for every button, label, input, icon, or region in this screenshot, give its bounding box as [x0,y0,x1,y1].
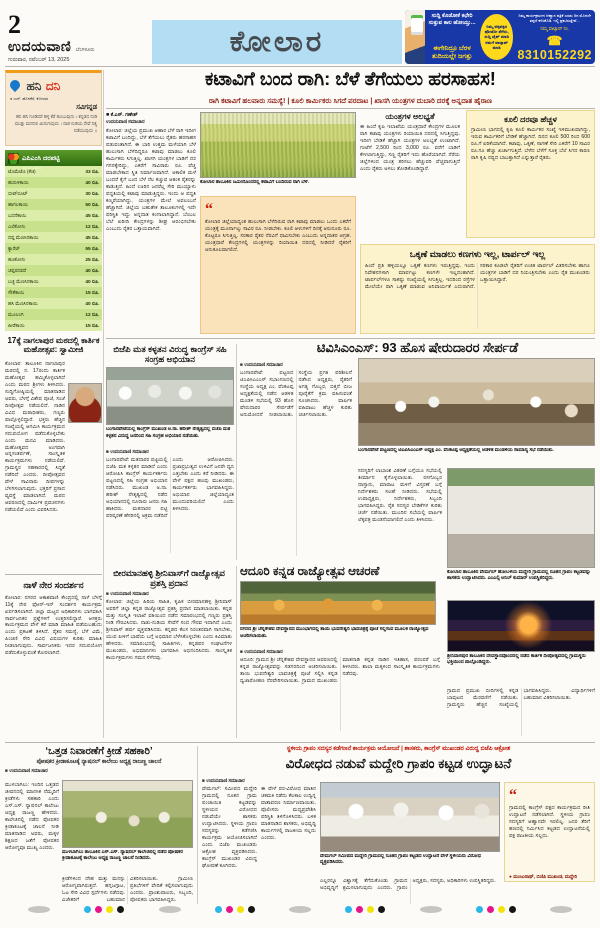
cmyk-dots [215,906,255,913]
tvcms-meeting-photo [358,358,595,446]
apmc-row: ಕ್ಯಾರೆಟ್ 55 ರೂ. [5,243,102,254]
tvcms-photo-caption: ಬಂಗಾರಪೇಟೆ ಪಟ್ಟಣದಲ್ಲಿ ಟಿಎಪಿಸಿಎಂಎಸ್ ಅಧ್ಯಕ್ಷ ಎಂ. ವೆಂಕಟಪ್ಪ ಅಧ್ಯಕ್ಷತೆಯಲ್ಲಿ ಆಡಳಿತ ಮಂಡಳಿಯ ಸಾಮಾನ್ಯ ಸಭೆ ನಡೆಯಿತು. [358,448,554,453]
article-body: ಕೋಲಾರ: ಜಿಲ್ಲೆಯ ಹಿರಿಯ ಸಾಹಿತಿ, ಕೃಷಿಕ ಬೀರಮಾನಹಳ್ಳಿ ಶ್ರೀನಿವಾಸ್ ಅವರಿಗೆ ಜಿಲ್ಲಾ ಕನ್ನಡ ರಾಜ್ಯೋತ್ಸವ ಪ್ರಶಸ್ತಿ ಪ್ರದಾನ ಮಾಡಲಾಯಿತು. ಕನ್ನಡ ಮತ್ತು ಸಂಸ್ಕೃತಿ ಇಲಾಖೆ ವತಿಯಿಂದ ನಡೆದ ಸಮಾರಂಭದಲ್ಲಿ ಗಣ್ಯರು ಪ್ರಶಸ್ತಿ ನೀಡಿ ಗೌರವಿಸಿದರು. ನಾಡು-ನುಡಿಯ ಸೇವೆಗೆ ಸಂದ ಗೌರವ ಇದಾಗಿದೆ ಎಂದು ಶ್ರೀನಿವಾಸ್ ಹರ್ಷ ವ್ಯಕ್ತಪಡಿಸಿದರು. ಕನ್ನಡದ ಕೆಲಸ ನಿರಂತರವಾಗಿ ಸಾಗಬೇಕು, ಯುವ ಪೀಳಿಗೆ ಭಾಷೆಯ ಬಗ್ಗೆ ಅಭಿಮಾನ ಬೆಳೆಸಿಕೊಳ್ಳಬೇಕು ಎಂದು ಕಿವಿಮಾತು ಹೇಳಿದರು. ಸಮಾರಂಭದಲ್ಲಿ ಸಾಹಿತಿಗಳು, ಕನ್ನಡಪರ ಸಂಘಟನೆಗಳ ಮುಖಂಡರು, ಅಭಿಮಾನಿಗಳು ಭಾಗವಹಿಸಿ ಅಭಿನಂದಿಸಿದರು. ಸಾಂಸ್ಕೃತಿಕ ಕಾರ್ಯಕ್ರಮಗಳು ಗಮನ ಸೆಳೆದವು. [106,599,232,662]
article-body: ಬಂಗಾರಪೇಟೆ: ಪಟ್ಟಣದ ಟಿಎಪಿಸಿಎಂಎಸ್ ಸಭಾಂಗಣದಲ್ಲಿ ಸಂಸ್ಥೆಯ ಅಧ್ಯಕ್ಷ ಎಂ. ವೆಂಕಟಪ್ಪ ಅಧ್ಯಕ್ಷತೆಯಲ್ಲಿ ನಡೆದ ಆಡಳಿತ ಮಂಡಳಿ ಸಭೆಯಲ್ಲಿ 93 ಹೊಸ ಷೇರುದಾರರ ಸೇರ್ಪಡೆಗೆ ಅನುಮೋದನೆ ನೀಡಲಾಯಿತು. ಸಂಸ್ಥೆಯ ಪ್ರಗತಿ ಪರಿಶೀಲನೆ ನಡೆಸಿದ ಅಧ್ಯಕ್ಷರು, ರೈತರಿಗೆ ಅಗತ್ಯ ಗೊಬ್ಬರ, ಬಿತ್ತನೆ ಬೀಜ ಪೂರೈಕೆಗೆ ಕ್ರಮ ವಹಿಸುವಂತೆ ಸೂಚಿಸಿದರು. ವಾರ್ಷಿಕ ವಹಿವಾಟು ಹೆಚ್ಚಳ ಕುರಿತು ಚರ್ಚಿಸಲಾಯಿತು. [240,370,352,418]
aduri-body-continued: ಗ್ರಾಮದ ಪ್ರಮುಖ ಬೀದಿಗಳಲ್ಲಿ ಕನ್ನಡ ಬಾವುಟದ ಮೆರವಣಿಗೆ ನಡೆಯಿತು. ಗ್ರಾಮಸ್ಥರು ಹೆಚ್ಚಿನ ಸಂಖ್ಯೆಯಲ್ಲಿ ಭಾಗವಹಿಸಿದ್ದರು. ವಿದ್ಯಾರ್ಥಿಗಳಿಗೆ ಬಹುಮಾನ ವಿತರಿಸಲಾಯಿತು. [447,688,595,708]
page-number-value: 2 [8,10,21,39]
print-registration-marks [0,906,600,913]
main-body: ಕೋಲಾರ: ಜಿಲ್ಲೆಯ ಪ್ರಮುಖ ಆಹಾರ ಬೆಳೆ ರಾಗಿ ಇದೀಗ ಕಟಾವಿಗೆ ಬಂದಿದ್ದು, ಬೆಳೆ ತೆಗೆಯಲು ರೈತರು ಹರಸಾಹಸ ಪಡುವಂತಾಗಿದೆ. ಈ ಬಾರಿ ಉತ್ತಮ ಮಳೆಯಾಗಿ ಬೆಳೆ ಹುಲುಸಾಗಿ ಬೆಳೆದಿದ್ದರೂ ಕಟಾವು ಮಾಡಲು ಕೂಲಿ ಕಾರ್ಮಿಕರು ಸಿಗುತ್ತಿಲ್ಲ. ಖಾಸಗಿ ಯಂತ್ರಗಳ ಬಾಡಿಗೆ ದರ ಗಗನಕ್ಕೇರಿದ್ದು, ಎಕರೆಗೆ ಸಾವಿರಾರು ರೂ. ವೆಚ್ಚ ಮಾಡಬೇಕಾದ ಸ್ಥಿತಿ ನಿರ್ಮಾಣವಾಗಿದೆ. ಅಕಾಲಿಕ ಮಳೆ ಬಂದರೆ ಕೈಗೆ ಬಂದ ಬೆಳೆ ನೆಲ ಕಚ್ಚುವ ಆತಂಕ ರೈತರನ್ನು ಕಾಡುತ್ತಿದೆ. ಹಿಂದೆ ಊರಿನ ಜನರೆಲ್ಲ ಸೇರಿ ಮುಯ್ಯಾಳು ಪದ್ಧತಿಯಲ್ಲಿ ಕಟಾವು ಮಾಡುತ್ತಿದ್ದರು. ಇಂದು ಆ ಪದ್ಧತಿ ಕಣ್ಮರೆಯಾಗಿದ್ದು, ಯಂತ್ರಗಳ ಮೇಲೆ ಅವಲಂಬನೆ ಹೆಚ್ಚಾಗಿದೆ. ಜಿಲ್ಲೆಯ ಬಹುತೇಕ ತಾಲೂಕುಗಳಲ್ಲಿ ಇದೇ ಪರಿಸ್ಥಿತಿ ಇದ್ದು ಅನ್ನದಾತ ಕಂಗಾಲಾಗಿದ್ದಾನೆ. ಬೆಂಬಲ ಬೆಲೆ ಖರೀದಿ ಕೇಂದ್ರಗಳನ್ನು ಶೀಘ್ರ ಆರಂಭಿಸಬೇಕು ಎಂಬುದು ರೈತರ ಒತ್ತಾಯವಾಗಿದೆ. [106,128,196,232]
hani-dani-box [5,70,102,146]
savigannada-poem: ಹನಿ ಹನಿ ಗೂಡಿದರೆ ಹಳ್ಳ ಕೆರೆ ತುಂಬುವುದು । ಕನ್ನಡದ ನುಡಿ ಮುತ್ತು ಮನದಲಿ ಮಿನುಗುವುದು । ನಾಡ ನುಡಿಯ ಸೇವೆ ನಿತ್ಯ ನಡೆಯುವುದು ॥ [15,114,97,133]
apmc-table-header [5,150,102,170]
apmc-row: ಮೂಲಂಗಿ 12 ರೂ. [5,309,102,320]
article-headline: 17ಕ್ಕೆ ನಾಗಲಾಪುರ ಮಠದಲ್ಲಿ ಕಾರ್ತಿಕ ಮಹೋತ್ಸವ: ಸ್ವಾಮೀಜಿ [7,336,100,355]
article-agency: ■ ಉದಯವಾಣಿ ಸಮಾಚಾರ [5,768,48,774]
registration-ellipse [289,906,311,913]
apmc-title: ಎಪಿಎಂಸಿ ದರಪಟ್ಟಿ [22,154,60,162]
maddheri-photo-caption: ವೇಮಗಲ್ ಸಮೀಪದ ಮದ್ದೇರಿ ಗ್ರಾಮದಲ್ಲಿ ನೂತನ ಗ್ರಾಪಂ ಕಟ್ಟಡದ ಉದ್ಘಾಟನೆ ವೇಳೆ ಸ್ಥಳೀಯರು ವಿರೋಧ ವ್ಯಕ್ತಪಡಿಸಿದರು. [320,854,481,866]
vegetables-icon [8,153,19,164]
apmc-row: ಹುರುಳಿಕಾಯಿ 40 ರೂ. [5,177,102,188]
ad-line-2: ಈಗೇನಿದ್ರೂ ಬೆರಳ ತುದಿಯಲ್ಲೇ ಜಗತ್ತು [432,45,473,61]
apmc-row: ಹೂಕೋಸು 25 ರೂ. [5,254,102,265]
hani-dani-title-2: ದನಿ [45,79,61,93]
registration-ellipse [159,906,181,913]
hani-dani-title-1: ಹನಿ [26,79,42,93]
apmc-rows [5,166,102,331]
article-agency: ■ ಉದಯವಾಣಿ ಸಮಾಚಾರ [240,363,283,368]
farmer-quote-text: ಕೋಲಾರ ಜಿಲ್ಲೆಯಾದ್ಯಂತ ಹುಲುಸಾಗಿ ಬೆಳೆದಿರುವ ರಾಗಿ ಕಟಾವು ಮಾಡಲು ಒಂದು ಎಕರೆಗೆ ಯಂತ್ರಕ್ಕೆ ಮೂರ್ನಾಲ್ಕು ಸಾವಿರ ರೂ. ನೀಡಬೇಕು. ಕೂಲಿ ಆಳುಗಳಿಗೆ ದಿನಕ್ಕೆ ಆರುನೂರು ರೂ. ಕೊಟ್ಟರೂ ಸಿಗುತ್ತಿಲ್ಲ. ಸರಕಾರ ರೈತರ ನೆರವಿಗೆ ಧಾವಿಸಬೇಕು ಎಂಬುದು ಅನ್ನದಾತರ ಆಗ್ರಹ. ಯಂತ್ರಧಾರೆ ಕೇಂದ್ರಗಳಲ್ಲಿ ಯಂತ್ರಗಳನ್ನು ರಿಯಾಯಿತಿ ದರದಲ್ಲಿ ನೀಡಿದರೆ ರೈತರಿಗೆ ಅನುಕೂಲವಾಗಲಿದೆ. [205,219,351,253]
ad-phone-number: ☎ 8310152292 [517,34,592,62]
farmer-quote-box [200,196,356,334]
article-body: ಕೋಲಾರ: ನಗರದ ಆಕಾಶವಾಣಿ ಕೇಂದ್ರದಲ್ಲಿ ನಾಳೆ ಬೆಳಗ್ಗೆ 11ಕ್ಕೆ ನೇರ ಫೋನ್-ಇನ್ ಸಂದರ್ಶನ ಕಾರ್ಯಕ್ರಮ ಏರ್ಪಡಿಸಲಾಗಿದೆ. ಜಿಲ್ಲಾ ಮಟ್ಟದ ಅಧಿಕಾರಿಗಳು ಭಾಗವಹಿಸಿ ಸಾರ್ವಜನಿಕರ ಪ್ರಶ್ನೆಗಳಿಗೆ ಉತ್ತರಿಸಲಿದ್ದಾರೆ. ಆಸಕ್ತರು ಕಾರ್ಯಕ್ರಮದ ವೇಳೆ ಕರೆ ಮಾಡಿ ಮಾಹಿತಿ ಪಡೆಯಬಹುದು ಎಂದು ಪ್ರಕಟಣೆ ತಿಳಿಸಿದೆ. ರೈತರ ಸಮಸ್ಯೆ, ಬೆಳೆ ವಿಮೆ, ಪಿಂಚಣಿ ಸೇರಿ ವಿವಿಧ ವಿಷಯಗಳ ಕುರಿತು ಮಾಹಿತಿ ನೀಡಲಾಗುವುದು. ಸಾರ್ವಜನಿಕರು ಇದರ ಸದುಪಯೋಗ ಪಡೆದುಕೊಳ್ಳುವಂತೆ ಕೋರಲಾಗಿದೆ. [5,594,102,657]
article-agency: ■ ಉದಯವಾಣಿ ಸಮಾಚಾರ [106,450,149,456]
article-karthika-mahotsava [5,336,102,569]
tvcms-body-continued: ಸದಸ್ಯರಿಗೆ ಲಾಭಾಂಶ ವಿತರಣೆ ಬಗ್ಗೆಯೂ ಸಭೆಯಲ್ಲಿ ತೀರ್ಮಾನ ಕೈಗೊಳ್ಳಲಾಯಿತು. ರಸಗೊಬ್ಬರ ದಾಸ್ತಾನು, ಮಾರಾಟ ಮಳಿಗೆ ವಿಸ್ತರಣೆ ಬಗ್ಗೆ ನಿರ್ದೇಶಕರು ಸಲಹೆ ನೀಡಿದರು. ಸಭೆಯಲ್ಲಿ ಉಪಾಧ್ಯಕ್ಷರು, ನಿರ್ದೇಶಕರು, ಸಿಬ್ಬಂದಿ ಭಾಗವಹಿಸಿದ್ದರು. ರೈತ ಸದಸ್ಯರ ಬೇಡಿಕೆಗಳ ಕುರಿತು ಚರ್ಚೆ ನಡೆಯಿತು. ಮುಂದಿನ ಸಭೆಯಲ್ಲಿ ವಾರ್ಷಿಕ ಲೆಕ್ಕಪತ್ರ ಮಂಡನೆಯಾಗಲಿದೆ ಎಂದು ತಿಳಿಸಿದರು. [358,468,442,523]
apmc-row: ಹಾಗಲಕಾಯಿ 50 ರೂ. [5,199,102,210]
water-drop-icon [8,78,22,92]
sidebar-divider [5,574,102,575]
apmc-row: ಟೊಮೆಟೊ (ಕೆಜಿ) 33 ರೂ. [5,166,102,177]
article-headline: ಆದೂರಿ ಕನ್ನಡ ರಾಜ್ಯೋತ್ಸವ ಆಚರಣೆ [240,564,380,578]
cmyk-dots [476,906,516,913]
page-number [8,12,21,38]
column-rule [197,746,198,904]
hand-phone-icon [405,10,425,64]
aduri-celebration-photo [240,581,436,625]
sub1-body: ಈ ಹಿಂದೆ ಕೃಷಿ ಇಲಾಖೆಯ ಯಂತ್ರಧಾರೆ ಕೇಂದ್ರಗಳ ಮೂಲಕ ರಾಗಿ ಕಟಾವು ಯಂತ್ರಗಳು ರಿಯಾಯಿತಿ ದರದಲ್ಲಿ ಸಿಗುತ್ತಿದ್ದವು. ಇದೀಗ ಬೇಡಿಕೆ ಹೆಚ್ಚಾಗಿ ಯಂತ್ರಗಳ ಅಲಭ್ಯತೆ ಉಂಟಾಗಿದೆ. ಗಂಟೆಗೆ 2,500 ರಿಂದ 3,000 ರೂ. ವರೆಗೆ ಬಾಡಿಗೆ ಕೇಳಲಾಗುತ್ತಿದ್ದು, ಸಣ್ಣ ರೈತರಿಗೆ ಇದು ಹೊರೆಯಾಗಿದೆ. ನೆರೆಯ ಜಿಲ್ಲೆಗಳಿಂದ ಯಂತ್ರ ತರಿಸಲು ಹೆಚ್ಚುವರಿ ವೆಚ್ಚವಾಗುತ್ತಿದೆ ಎಂದು ರೈತರು ಅಳಲು ತೋಡಿಕೊಂಡಿದ್ದಾರೆ. [360,124,460,173]
grapanchayat-inauguration-photo [447,468,595,568]
section-divider [106,338,595,339]
apmc-row: ಚಪ್ಪರದವರೆ 40 ರೂ. [5,265,102,276]
apmc-row: ಬೀಟ್‌ರೂಟ್ 30 ರೂ. [5,188,102,199]
cmyk-dots [345,906,385,913]
ad-circle-note: ನಿಮ್ಮ ಅಕ್ಕಪಕ್ಕದ ಫೋಟೋ ತೆಗೆದು, ಸುದ್ದಿ ಟೈಪ್ ಮಾಡಿ ನಮಗೆ ವಾಟ್ಸಾಪ್ ಮಾಡಿ [480,14,514,60]
congress-campaign-photo [106,367,234,425]
subhead-divider [106,108,595,109]
apmc-row: ಎಲೆಕೋಸು 12 ರೂ. [5,221,102,232]
article-sports-meet [5,746,193,774]
savigannada-label: ಸವಿಗನ್ನಡ [76,104,97,111]
hani-dani-byline: ● ಎಚ್. ಹೊನಕೆರೆ, ಕೋಲಾರ [10,96,49,101]
main-story-column-1 [106,112,196,328]
apmc-row: ಬದನೆಕಾಯಿ 45 ರೂ. [5,210,102,221]
article-rajyotsava-award [106,568,232,727]
article-headline: ‘ಒತ್ತಡ ನಿವಾರಣೆಗೆ ಕ್ರೀಡೆ ಸಹಕಾರಿ’ [45,746,153,757]
ad-whatsapp-label: ನಮ್ಮ ವಾಟ್ಸಾಪ್ ನಂ. [540,25,570,31]
sports-body-left: ಮುಳಬಾಗಿಲು: ಇಂದಿನ ಒತ್ತಡದ ಜೀವನದಲ್ಲಿ ಮಾನಸಿಕ ನೆಮ್ಮದಿಗೆ ಕ್ರೀಡೆಗಳು ಸಹಕಾರಿ ಎಂದು ಎಸ್.ಎಸ್. ನ್ಯಾಷನಲ್ ಕಾಲೇಜು ಅಧ್ಯಕ್ಷ ರಾಜಣ್ಣ ಹೇಳಿದರು. ಕಾಲೇಜಿನಲ್ಲಿ ನಡೆದ ಪೋಷಕರ ಕ್ರೀಡಾಕೂಟಕ್ಕೆ ಚಾಲನೆ ನೀಡಿ ಮಾತನಾಡಿದ ಅವರು, ಮಕ್ಕಳ ಶಿಕ್ಷಣದ ಜತೆಗೆ ಪೋಷಕರ ಆರೋಗ್ಯವೂ ಮುಖ್ಯ ಎಂದರು. [5,782,59,851]
registration-ellipse [550,906,572,913]
maddheri-kicker: ಸ್ಥಳೀಯ ಗ್ರಾಪಂ ಸದಸ್ಯರ ಕಡೆಗಣನೆ ಕಾರ್ಯಕ್ರಮ ಆಯೋಜನೆ | ಶಾಸಕರು, ಕಾಂಗ್ರೆಸ್ ಮುಖಂಡರ ವಿರುದ್ಧ ಬಿಜೆಪಿ ಆಕ್ರೋಶ [286,746,511,752]
main-story-sub1 [360,112,460,234]
ragi-field-photo [200,112,356,178]
article-agency: ■ ಉದಯವಾಣಿ ಸಮಾಚಾರ [106,592,149,598]
apmc-row: ಸೌತೆಕಾಯಿ 15 ರೂ. [5,287,102,298]
sub3-headline: ಒಕ್ಕಣೆ ಮಾಡಲು ಕಣಗಳು ಇಲ್ಲ, ಟಾರ್ಪಲ್ ಇಲ್ಲ [409,249,546,259]
sports-body-continued: ಕ್ರೀಡೆಗಳಿಂದ ದೇಹ ಮತ್ತು ಮನಸ್ಸು ಆರೋಗ್ಯವಾಗಿರುತ್ತದೆ. ಹಗ್ಗಜಗ್ಗಾಟ, ಓಟ ಸೇರಿ ವಿವಿಧ ಸ್ಪರ್ಧೆಗಳು ನಡೆದವು. ವಿಜೇತರಿಗೆ ಬಹುಮಾನ ವಿತರಿಸಲಾಯಿತು. ಗ್ರಾಮೀಣ ಪ್ರತಿಭೆಗಳಿಗೆ ವೇದಿಕೆ ಕಲ್ಪಿಸಲಾಗುವುದು ಎಂದರು. ಪ್ರಾಂಶುಪಾಲರು, ಸಿಬ್ಬಂದಿ, ಪೋಷಕರು ಭಾಗವಹಿಸಿದ್ದರು. [62,876,193,903]
tvcms-body-left [240,362,352,556]
edition-date: ಗುರುವಾರ, ನವೆಂಬರ್ 13, 2025 [8,57,70,63]
article-headline: ನಾಳೆ ನೇರ ಸಂದರ್ಶನ [23,580,84,590]
bjp-quote-text: ಗ್ರಾಮದಲ್ಲಿ ಕಾಂಗ್ರೆಸ್ ಪಕ್ಷದ ಕಾರ್ಯಕ್ರಮದ ರೀತಿ ಉದ್ಘಾಟನೆ ನಡೆಸಲಾಗಿದೆ. ಸ್ಥಳೀಯ ಗ್ರಾಪಂ ಸದಸ್ಯರಿಗೆ ಆಹ್ವಾನವೇ ಇರಲಿಲ್ಲ. ಜನರ ತೆರಿಗೆ ಹಣದಲ್ಲಿ ನಿರ್ಮಿಸಿದ ಕಟ್ಟಡದ ಉದ್ಘಾಟನೆಯಲ್ಲಿ ಪಕ್ಷ ರಾಜಕೀಯ ಸಲ್ಲದು. [509,805,590,839]
article-headline: ಬೀರಮಾನಹಳ್ಳಿ ಶ್ರೀನಿವಾಸ್‌ಗೆ ರಾಜ್ಯೋತ್ಸವ ಪ್ರಶಸ್ತಿ ಪ್ರದಾನ [113,568,225,589]
masthead [152,20,402,64]
ragi-field-caption: ಕೋಲಾರ ತಾಲೂಕಿನ ಜಮೀನೊಂದರಲ್ಲಿ ಕಟಾವಿಗೆ ಬಂದಿರುವ ರಾಗಿ ಬೆಳೆ. [200,180,309,185]
ad-text-block [425,10,479,64]
aduri-photo-caption: ನಗರದ ಶ್ರೀ ಚೆನ್ನಕೇಶವ ದೇವಸ್ಥಾನದ ಮುಂಭಾಗದಲ್ಲಿ ತಾಯಿ ಭುವನೇಶ್ವರಿ ಭಾವಚಿತ್ರಕ್ಕೆ ಪೂಜೆ ಸಲ್ಲಿಸುವ ಮೂಲಕ ರಾಜ್ಯೋತ್ಸವ ಆಚರಿಸಲಾಯಿತು. [240,627,429,639]
maddheri-body-col2: ಈ ವೇಳೆ ಪರ-ವಿರೋಧ ಮಾತಿನ ಚಕಮಕಿ ನಡೆದು ಕೆಲಕಾಲ ಉದ್ವಿಗ್ನ ವಾತಾವರಣ ನಿರ್ಮಾಣವಾಯಿತು. ಪೊಲೀಸರು ಮಧ್ಯಪ್ರವೇಶಿಸಿ ಪರಿಸ್ಥಿತಿ ತಿಳಿಗೊಳಿಸಿದರು. ಬಳಿಕ ಮಾತನಾಡಿದ ಶಾಸಕರು, ಅಭಿವೃದ್ಧಿ ಕಾರ್ಯಗಳಲ್ಲಿ ರಾಜಕೀಯ ಸಲ್ಲದು ಎಂದರು. [261,786,316,841]
ad-line-1: ಸುದ್ದಿ ಕೊಡೋಕೆ ಕಛೇರಿ ಸುತ್ತುವ ಕಾಲ ಹೋಯ್ತು... [428,13,476,26]
maddheri-body-col1: ವೇಮಗಲ್: ಸಮೀಪದ ಮದ್ದೇರಿ ಗ್ರಾಮದಲ್ಲಿ ನೂತನ ಗ್ರಾಮ ಪಂಚಾಯಿತಿ ಕಟ್ಟಡವನ್ನು ಸ್ಥಳೀಯರ ವಿರೋಧದ ನಡುವೆಯೇ ಶಾಸಕರು ಉದ್ಘಾಟಿಸಿದರು. ಸ್ಥಳೀಯ ಗ್ರಾಪಂ ಸದಸ್ಯರನ್ನು ಕಡೆಗಣಿಸಿ ಕಾರ್ಯಕ್ರಮ ಆಯೋಜಿಸಲಾಗಿದೆ ಎಂದು ಬಿಜೆಪಿ ಮುಖಂಡರು ಆಕ್ರೋಶ ವ್ಯಕ್ತಪಡಿಸಿದರು. ಕಾಂಗ್ರೆಸ್ ಮುಖಂಡರ ವಿರುದ್ಧ ಘೋಷಣೆ ಕೂಗಿದರು. [202,786,257,869]
bjp-leader-quote-box [504,782,595,882]
article-subhead: ಪೋಷಕರ ಕ್ರೀಡಾಕೂಟಕ್ಕೆ ನ್ಯಾಷನಲ್ ಕಾಲೇಜು ಅಧ್ಯಕ್ಷ ರಾಜಣ್ಣ ಚಾಲನೆ [36,758,162,765]
article-agency: ■ ಉದಯವಾಣಿ ಸಮಾಚಾರ [202,779,245,784]
registration-ellipse [28,906,50,913]
grapanchayat-photo-caption: ಕೋಲಾರ ತಾಲೂಕಿನ ವೇಮಗಲ್ ಹೋಬಳಿಯ ಮದ್ದೇರಿ ಗ್ರಾಮದಲ್ಲಿ ನೂತನ ಗ್ರಾಪಂ ಕಟ್ಟಡವನ್ನು ಶಾಸಕರು ಉದ್ಘಾಟಿಸಿದರು. ಎಂಎಲ್ಸಿ ಅನಿಲ್ ಕುಮಾರ್ ಉಪಸ್ಥಿತರಿದ್ದರು. [447,570,591,582]
sub2-headline: ಕೂಲಿ ದರವೂ ಹೆಚ್ಚಳ [504,115,557,124]
apmc-price-table [5,150,102,331]
threshing-yard-box [360,244,595,334]
apmc-row: ಹೀರೆಕಾಯಿ 15 ರೂ. [5,320,102,331]
bjp-quote-attribution: ● ಮಂಜುನಾಥ್, ಬಿಜೆಪಿ ಮುಖಂಡ, ಮದ್ದೇರಿ [509,875,578,880]
article-agency: ■ ಉದಯವಾಣಿ ಸಮಾಚಾರ [240,650,283,656]
article-aduri-rajyotsava [240,564,440,731]
whatsapp-ad-banner [405,10,595,64]
brand-title: ಉದಯವಾಣಿ [8,38,72,54]
maddheri-crowd-photo [320,782,500,852]
phone-icon: ☎ [546,34,563,48]
apmc-row: ಬಜ್ಜಿ ಮೆಣಸಿನಕಾಯಿ 40 ರೂ. [5,276,102,287]
brand-city: ಬೆಂಗಳೂರು [75,47,95,53]
masthead-title: ಕೋಲಾರ [229,25,325,58]
swamiji-portrait-photo [68,383,102,423]
deepotsava-photo-caption: ಶ್ರೀನಿವಾಸಪುರ ತಾಲೂಕಿನ ದೇವಸ್ಥಾನವೊಂದರಲ್ಲಿ ನಡೆದ ಕಾರ್ತಿಕ ದೀಪೋತ್ಸವದಲ್ಲಿ ಗ್ರಾಮಸ್ಥರು ಭಕ್ತಿಯಿಂದ ಪಾಲ್ಗೊಂಡಿದ್ದರು. [447,654,586,666]
apmc-row: ಹಸಿ ಮೆಣಸಿನಕಾಯಿ 40 ರೂ. [5,298,102,309]
main-agency: ಉದಯವಾಣಿ ಸಮಾಚಾರ [106,120,145,125]
header-divider [5,66,595,67]
column-rule [236,344,237,560]
quote-mark-icon: “ [205,201,213,218]
article-headline: ಟಿವಿಸಿಎಂಎಸ್: 93 ಹೊಸ ಷೇರುದಾರರ ಸೇರ್ಪಡೆ [316,340,519,355]
article-headline: ಬಿಜೆಪಿ ಮತ ಕಳ್ಳತನ ವಿರುದ್ಧ ಕಾಂಗ್ರೆಸ್ ಸಹಿ ಸಂಗ್ರಹ ಅಭಿಯಾನ [113,344,227,365]
sub2-body: ಗ್ರಾಮೀಣ ಭಾಗದಲ್ಲಿ ಕೃಷಿ ಕೂಲಿ ಕಾರ್ಮಿಕರ ಸಂಖ್ಯೆ ಇಳಿಮುಖವಾಗಿದ್ದು, ಇರುವ ಕಾರ್ಮಿಕರಿಗೆ ಬೇಡಿಕೆ ಹೆಚ್ಚಾಗಿದೆ. ದಿನದ ಕೂಲಿ 500 ರಿಂದ 600 ರೂ.ಗೆ ಏರಿಕೆಯಾಗಿದೆ. ಕಟಾವು, ಒಕ್ಕಣೆ, ಸಾಗಣೆ ಸೇರಿ ಎಕರೆಗೆ 10 ಸಾವಿರ ರೂ.ಗೂ ಹೆಚ್ಚು ಖರ್ಚಾಗುತ್ತಿದೆ. ಬೆಳೆದ ಬೆಳೆಗೆ ಸೂಕ್ತ ಬೆಲೆ ಸಿಗದ ಕಾರಣ ರಾಗಿ ಕೃಷಿ ನಷ್ಟದ ಬಾಬತ್ತಾಗಿದೆ ಎನ್ನುತ್ತಾರೆ ರೈತರು. [471,127,590,162]
article-body: ಬಂಗಾರಪೇಟೆ: ಮತದಾರರ ಪಟ್ಟಿಯಲ್ಲಿ ಬಿಜೆಪಿ ಮತ ಕಳ್ಳತನ ಮಾಡಿದೆ ಎಂದು ಆರೋಪಿಸಿ ಕಾಂಗ್ರೆಸ್ ಕಾರ್ಯಕರ್ತರು ಪಟ್ಟಣದಲ್ಲಿ ಸಹಿ ಸಂಗ್ರಹ ಅಭಿಯಾನ ನಡೆಸಿದರು. ಮುಖಂಡ ಅ.ನಾ. ಹರೀಶ್ ನೇತೃತ್ವದಲ್ಲಿ ನಡೆದ ಅಭಿಯಾನದಲ್ಲಿ ನೂರಾರು ಜನರು ಸಹಿ ಹಾಕಿದರು. ಮತದಾರರ ಪಟ್ಟಿ ಪರಿಷ್ಕರಣೆ ಹೆಸರಿನಲ್ಲಿ ಅಕ್ರಮ ನಡೆದಿದೆ ಎಂದು ಆರೋಪಿಸಿದರು. ಪ್ರಜಾಪ್ರಭುತ್ವದ ಉಳಿವಿಗೆ ಜನರೇ ಧ್ವನಿ ಎತ್ತಬೇಕು ಎಂದು ಕರೆ ನೀಡಿದರು. ಈ ವೇಳೆ ಪಕ್ಷದ ಹಲವು ಮುಖಂಡರು, ಕಾರ್ಯಕರ್ತರು ಭಾಗವಹಿಸಿದ್ದರು. ಅಭಿಯಾನ ಜಿಲ್ಲೆಯಾದ್ಯಂತ ಮುಂದುವರಿಯಲಿದೆ ಎಂದು ತಿಳಿಸಿದರು. [106,457,234,520]
deepotsava-night-photo [447,600,595,652]
article-live-interview [5,580,102,733]
quote-mark-icon: “ [509,787,517,804]
ad-contact-block [514,10,595,64]
article-congress-signature [106,344,234,553]
newspaper-brand [8,38,148,64]
wage-hike-box [466,110,595,238]
article-body: ಆದೂರಿ: ಗ್ರಾಮದ ಶ್ರೀ ಚೆನ್ನಕೇಶವ ದೇವಸ್ಥಾನದ ಆವರಣದಲ್ಲಿ ಕನ್ನಡ ರಾಜ್ಯೋತ್ಸವವನ್ನು ಸಡಗರದಿಂದ ಆಚರಿಸಲಾಯಿತು. ತಾಯಿ ಭುವನೇಶ್ವರಿ ಭಾವಚಿತ್ರಕ್ಕೆ ಪೂಜೆ ಸಲ್ಲಿಸಿ ಕನ್ನಡ ಧ್ವಜಾರೋಹಣ ನೆರವೇರಿಸಲಾಯಿತು. ಗ್ರಾಮದ ಮುಖಂಡರು ಮಾತನಾಡಿ ಕನ್ನಡ ನಾಡಿನ ಇತಿಹಾಸ, ಪರಂಪರೆ ಬಗ್ಗೆ ತಿಳಿಸಿದರು. ಶಾಲಾ ಮಕ್ಕಳಿಂದ ಸಾಂಸ್ಕೃತಿಕ ಕಾರ್ಯಕ್ರಮಗಳು ನಡೆದವು. [240,657,440,685]
main-subhead: ರಾಗಿ ಕಟಾವಿಗೆ ಹಲವಾರು ಸಮಸ್ಯೆ! | ಕೂಲಿ ಕಾರ್ಮಿಕರು ಸಿಗದೆ ಪರದಾಟ | ಖಾಸಗಿ ಯಂತ್ರಗಳ ದುಬಾರಿ ದರಕ್ಕೆ ಅನ್ನದಾತ ಹೈರಾಣ [208,96,493,105]
sports-photo-caption: ಮುಳಬಾಗಿಲು ತಾಲೂಕಿನ ಎಸ್.ಎಸ್. ನ್ಯಾಷನಲ್ ಕಾಲೇಜಿನಲ್ಲಿ ನಡೆದ ಪೋಷಕರ ಕ್ರೀಡಾಕೂಟಕ್ಕೆ ಕಾಲೇಜು ಅಧ್ಯಕ್ಷ ರಾಜಣ್ಣ ಚಾಲನೆ ನೀಡಿದರು. [62,850,183,862]
ad-invite-note: ನಿಮ್ಮ ಕಾರ್ಯಕ್ರಮಗಳ ಆಹ್ವಾನ ಪತ್ರಿಕೆ ಎರಡು ದಿನ ಮೊದಲೇ ತಪ್ಪದೆ ಕಳಿಸಿಕೊಡಿ. ಇಲ್ಲಿ ಪ್ರಕಟಿಸುತ್ತೇವೆ... [518,13,591,24]
sub3-body: ಹಿಂದೆ ಪ್ರತಿ ಹಳ್ಳಿಯಲ್ಲೂ ಒಕ್ಕಣೆ ಕಣಗಳು ಇರುತ್ತಿದ್ದವು. ಇಂದು ನಿವೇಶನಗಳಾಗಿ ಮಾರ್ಪಟ್ಟು ಕಣಗಳೇ ಇಲ್ಲದಂತಾಗಿದೆ. ಟಾರ್ಪಲ್‌ಗಳೂ ಸಾಕಷ್ಟು ಸಂಖ್ಯೆಯಲ್ಲಿ ಸಿಗುತ್ತಿಲ್ಲ. ಇದರಿಂದ ರಸ್ತೆಗಳ ಮೇಲೆಯೇ ರಾಗಿ ಒಕ್ಕಣೆ ಮಾಡುವ ಅನಿವಾರ್ಯತೆ ಎದುರಾಗಿದೆ. ಸರಕಾರ ಕೂಡಲೇ ರೈತರಿಗೆ ಉಚಿತ ಟಾರ್ಪಲ್ ವಿತರಿಸಬೇಕು ಹಾಗೂ ಯಂತ್ರಗಳ ಬಾಡಿಗೆ ದರ ನಿಯಂತ್ರಿಸಬೇಕು ಎಂದು ರೈತ ಮುಖಂಡರು ಒತ್ತಾಯಿಸಿದ್ದಾರೆ. [365,262,590,290]
maddheri-headline: ವಿರೋಧದ ನಡುವೆ ಮದ್ದೇರಿ ಗ್ರಾಪಂ ಕಟ್ಟಡ ಉದ್ಘಾಟನೆ [285,756,512,771]
column-rule [236,566,237,738]
article-tvcms-shareholders [240,340,595,355]
registration-ellipse [420,906,442,913]
bottom-band-divider [5,742,595,743]
cmyk-dots [84,906,124,913]
article-body: ಕೋಲಾರ: ತಾಲೂಕಿನ ನಾಗಲಾಪುರ ಮಠದಲ್ಲಿ ನ. 17ರಂದು ಕಾರ್ತಿಕ ಮಹೋತ್ಸವ ಹಮ್ಮಿಕೊಳ್ಳಲಾಗಿದೆ ಎಂದು ಮಠದ ಶ್ರೀಗಳು ತಿಳಿಸಿದರು. ಸುದ್ದಿಗೋಷ್ಠಿಯಲ್ಲಿ ಮಾತನಾಡಿದ ಅವರು, ಬೆಳಗ್ಗೆ ವಿಶೇಷ ಪೂಜೆ, ಸಂಜೆ ದೀಪೋತ್ಸವ ನಡೆಯಲಿದೆ. ನಾಡಿನ ವಿವಿಧ ಮಠಾಧೀಶರು, ಗಣ್ಯರು ಪಾಲ್ಗೊಳ್ಳಲಿದ್ದಾರೆ. ಭಕ್ತರು ಹೆಚ್ಚಿನ ಸಂಖ್ಯೆಯಲ್ಲಿ ಆಗಮಿಸಿ ಕಾರ್ಯಕ್ರಮದ ಸದುಪಯೋಗ ಪಡೆದುಕೊಳ್ಳಬೇಕು ಎಂದು ಮನವಿ ಮಾಡಿದರು. ಮಹೋತ್ಸವದ ಅಂಗವಾಗಿ ಅನ್ನಸಂತರ್ಪಣೆ, ಸಾಂಸ್ಕೃತಿಕ ಕಾರ್ಯಕ್ರಮಗಳು ನಡೆಯಲಿವೆ. ಗ್ರಾಮಸ್ಥರ ಸಹಕಾರದಲ್ಲಿ ಸಿದ್ಧತೆ ನಡೆದಿದೆ ಎಂದರು. ದೀಪೋತ್ಸವದ ವೇಳೆ ಸಾವಿರಾರು ದೀಪಗಳನ್ನು ಬೆಳಗಿಸಲಾಗುವುದು. ಭಕ್ತರಿಗೆ ಪ್ರಸಾದ ವ್ಯವಸ್ಥೆ ಮಾಡಲಾಗಿದೆ. ಮಠದ ಆವರಣದಲ್ಲಿ ಧಾರ್ಮಿಕ ಪ್ರವಚನಗಳು ನಡೆಯಲಿವೆ ಎಂದು ವಿವರಿಸಿದರು. [5,360,65,514]
main-byline: ■ ಕೆ.ಎಸ್. ಗಣೇಶ್ [106,112,138,118]
congress-photo-caption: ಬಂಗಾರಪೇಟೆಯಲ್ಲಿ ಕಾಂಗ್ರೆಸ್ ಮುಖಂಡ ಅ.ನಾ. ಹರೀಶ್ ನೇತೃತ್ವದಲ್ಲಿ ಬಿಜೆಪಿ ಮತ ಕಳ್ಳತನ ವಿರುದ್ಧ ಜನರಿಂದ ಸಹಿ ಸಂಗ್ರಹ ಅಭಿಯಾನ ನಡೆಯಿತು. [106,427,231,439]
apmc-row: ದಪ್ಪ ಮೆಣಸಿನಕಾಯಿ 45 ರೂ. [5,232,102,243]
tug-of-war-photo [62,780,193,848]
apmc-date: 12.11.2025 [22,164,42,170]
column-rule [103,70,104,738]
maddheri-body-continued: ಎಲ್ಲರನ್ನೂ ವಿಶ್ವಾಸಕ್ಕೆ ತೆಗೆದುಕೊಂಡು ಗ್ರಾಮದ ಅಭಿವೃದ್ಧಿಗೆ ಶ್ರಮಿಸಲಾಗುವುದು ಎಂದರು. ಗ್ರಾಪಂ ಅಧ್ಯಕ್ಷರು, ಸದಸ್ಯರು, ಅಧಿಕಾರಿಗಳು ಉಪಸ್ಥಿತರಿದ್ದರು. [320,878,496,891]
sub1-headline: ಯಂತ್ರಗಳ ಅಲಭ್ಯತೆ [385,112,435,121]
main-headline: ಕಟಾವಿಗೆ ಬಂದ ರಾಗಿ: ಬೆಳೆ ತೆಗೆಯಲು ಹರಸಾಹಸ! [205,68,496,89]
